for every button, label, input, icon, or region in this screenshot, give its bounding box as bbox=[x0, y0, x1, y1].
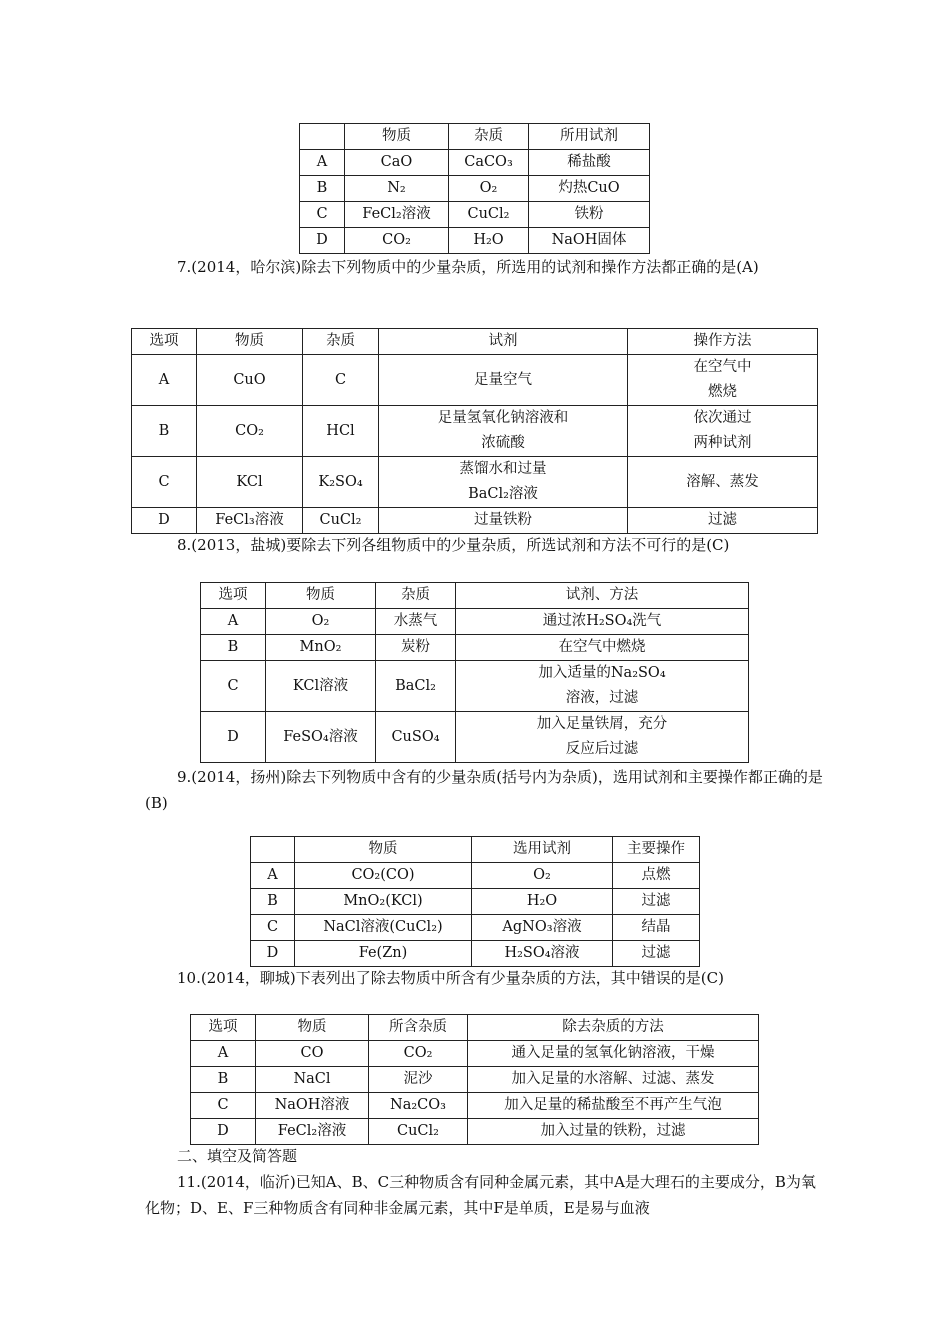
table-cell: 稀盐酸 bbox=[529, 150, 650, 176]
table-cell: CuO bbox=[197, 355, 303, 406]
table-cell: D bbox=[201, 712, 266, 763]
table-q7 bbox=[131, 328, 818, 534]
table-cell bbox=[300, 124, 345, 150]
question-7: 7.(2014，哈尔滨)除去下列物质中的少量杂质，所选用的试剂和操作方法都正确的是(A) bbox=[177, 258, 759, 276]
table-cell: A bbox=[132, 355, 197, 406]
table-cell: MnO₂ bbox=[266, 635, 376, 661]
table-cell: 加入适量的Na₂SO₄溶液，过滤 bbox=[456, 661, 749, 712]
table-row bbox=[251, 837, 700, 863]
table-cell: CO bbox=[256, 1041, 369, 1067]
table-cell: Fe(Zn) bbox=[295, 941, 472, 967]
table-row bbox=[201, 635, 749, 661]
table-cell: 物质 bbox=[197, 329, 303, 355]
table-cell: 选用试剂 bbox=[472, 837, 613, 863]
table-cell: D bbox=[300, 228, 345, 254]
table-cell: NaOH溶液 bbox=[256, 1093, 369, 1119]
table-cell: 加入足量的水溶解、过滤、蒸发 bbox=[468, 1067, 759, 1093]
table-cell: B bbox=[191, 1067, 256, 1093]
table-cell: K₂SO₄ bbox=[303, 457, 379, 508]
table-cell: 物质 bbox=[266, 583, 376, 609]
table-cell: 泥沙 bbox=[369, 1067, 468, 1093]
table-cell: B bbox=[251, 889, 295, 915]
table-row bbox=[201, 583, 749, 609]
table-cell: 操作方法 bbox=[628, 329, 818, 355]
table-cell: 通过浓H₂SO₄洗气 bbox=[456, 609, 749, 635]
table-cell: 选项 bbox=[132, 329, 197, 355]
table-q6 bbox=[299, 123, 650, 254]
table-cell: C bbox=[303, 355, 379, 406]
table-cell: 主要操作 bbox=[613, 837, 700, 863]
table-cell: D bbox=[191, 1119, 256, 1145]
table-cell: 物质 bbox=[295, 837, 472, 863]
table-row bbox=[132, 406, 818, 457]
table-cell: 所含杂质 bbox=[369, 1015, 468, 1041]
table-cell: KCl bbox=[197, 457, 303, 508]
table-row bbox=[201, 661, 749, 712]
table-q9 bbox=[250, 836, 700, 967]
table-cell: 加入足量的稀盐酸至不再产生气泡 bbox=[468, 1093, 759, 1119]
table-cell: NaCl溶液(CuCl₂) bbox=[295, 915, 472, 941]
table-cell: 过滤 bbox=[628, 508, 818, 534]
table-cell: B bbox=[201, 635, 266, 661]
table-cell: 物质 bbox=[345, 124, 449, 150]
table-cell: 所用试剂 bbox=[529, 124, 650, 150]
table-cell: C bbox=[132, 457, 197, 508]
table-cell: C bbox=[300, 202, 345, 228]
table-cell: CO₂(CO) bbox=[295, 863, 472, 889]
table-cell: 依次通过两种试剂 bbox=[628, 406, 818, 457]
table-cell: 足量氢氧化钠溶液和浓硫酸 bbox=[379, 406, 628, 457]
table-row bbox=[132, 355, 818, 406]
table-cell: NaCl bbox=[256, 1067, 369, 1093]
table-cell: CaO bbox=[345, 150, 449, 176]
table-row bbox=[201, 609, 749, 635]
table-row bbox=[300, 202, 650, 228]
table-row bbox=[300, 150, 650, 176]
table-cell: 杂质 bbox=[303, 329, 379, 355]
table-q8 bbox=[200, 582, 749, 763]
question-11: 11.(2014，临沂)已知A、B、C三种物质含有同种金属元素，其中A是大理石的主要成分，B为氧化物；D、E、F三种物质含有同种非金属元素，其中F是单质，E是易与血液 bbox=[145, 1173, 816, 1217]
table-cell: 结晶 bbox=[613, 915, 700, 941]
table-row bbox=[251, 941, 700, 967]
table-cell: 加入过量的铁粉，过滤 bbox=[468, 1119, 759, 1145]
table-row bbox=[191, 1041, 759, 1067]
section-heading: 二、填空及简答题 bbox=[177, 1147, 298, 1165]
table-cell: 足量空气 bbox=[379, 355, 628, 406]
table-cell: FeSO₄溶液 bbox=[266, 712, 376, 763]
question-9: 9.(2014，扬州)除去下列物质中含有的少量杂质(括号内为杂质)，选用试剂和主要操作都正确的是(B) bbox=[145, 768, 823, 812]
table-cell: O₂ bbox=[266, 609, 376, 635]
table-cell: 在空气中燃烧 bbox=[628, 355, 818, 406]
table-cell: 过滤 bbox=[613, 941, 700, 967]
table-cell: H₂O bbox=[472, 889, 613, 915]
table-cell: B bbox=[300, 176, 345, 202]
table-cell: NaOH固体 bbox=[529, 228, 650, 254]
table-cell: D bbox=[251, 941, 295, 967]
table-cell: KCl溶液 bbox=[266, 661, 376, 712]
table-cell: B bbox=[132, 406, 197, 457]
table-cell: A bbox=[191, 1041, 256, 1067]
table-row bbox=[191, 1093, 759, 1119]
table-cell: CO₂ bbox=[345, 228, 449, 254]
table-cell: BaCl₂ bbox=[376, 661, 456, 712]
table-row bbox=[191, 1015, 759, 1041]
table-cell: 过量铁粉 bbox=[379, 508, 628, 534]
table-row bbox=[201, 712, 749, 763]
table-cell: C bbox=[201, 661, 266, 712]
table-cell: 选项 bbox=[201, 583, 266, 609]
table-cell: AgNO₃溶液 bbox=[472, 915, 613, 941]
table-cell: 水蒸气 bbox=[376, 609, 456, 635]
table-row bbox=[132, 329, 818, 355]
table-cell: O₂ bbox=[472, 863, 613, 889]
table-q10 bbox=[190, 1014, 759, 1145]
table-row bbox=[251, 915, 700, 941]
table-row bbox=[191, 1119, 759, 1145]
table-cell: 杂质 bbox=[376, 583, 456, 609]
question-10: 10.(2014，聊城)下表列出了除去物质中所含有少量杂质的方法，其中错误的是(C) bbox=[177, 969, 724, 987]
table-cell: CuCl₂ bbox=[449, 202, 529, 228]
table-cell: H₂O bbox=[449, 228, 529, 254]
table-row bbox=[132, 508, 818, 534]
table-cell bbox=[251, 837, 295, 863]
question-8: 8.(2013，盐城)要除去下列各组物质中的少量杂质，所选试剂和方法不可行的是(C) bbox=[177, 536, 730, 554]
table-cell: CuCl₂ bbox=[369, 1119, 468, 1145]
table-cell: CO₂ bbox=[369, 1041, 468, 1067]
table-cell: 试剂 bbox=[379, 329, 628, 355]
table-row bbox=[251, 863, 700, 889]
table-cell: 除去杂质的方法 bbox=[468, 1015, 759, 1041]
table-cell: 蒸馏水和过量BaCl₂溶液 bbox=[379, 457, 628, 508]
table-cell: 杂质 bbox=[449, 124, 529, 150]
table-cell: CO₂ bbox=[197, 406, 303, 457]
table-cell: A bbox=[201, 609, 266, 635]
table-cell: 灼热CuO bbox=[529, 176, 650, 202]
table-row bbox=[300, 124, 650, 150]
table-cell: H₂SO₄溶液 bbox=[472, 941, 613, 967]
table-cell: FeCl₂溶液 bbox=[256, 1119, 369, 1145]
table-row bbox=[251, 889, 700, 915]
table-cell: 试剂、方法 bbox=[456, 583, 749, 609]
table-cell: N₂ bbox=[345, 176, 449, 202]
table-cell: CuSO₄ bbox=[376, 712, 456, 763]
table-cell: 过滤 bbox=[613, 889, 700, 915]
table-cell: D bbox=[132, 508, 197, 534]
table-cell: 在空气中燃烧 bbox=[456, 635, 749, 661]
table-cell: O₂ bbox=[449, 176, 529, 202]
table-cell: 铁粉 bbox=[529, 202, 650, 228]
table-cell: HCl bbox=[303, 406, 379, 457]
table-row bbox=[300, 228, 650, 254]
table-cell: CaCO₃ bbox=[449, 150, 529, 176]
table-cell: 溶解、蒸发 bbox=[628, 457, 818, 508]
table-cell: 物质 bbox=[256, 1015, 369, 1041]
table-cell: 通入足量的氢氧化钠溶液，干燥 bbox=[468, 1041, 759, 1067]
table-cell: CuCl₂ bbox=[303, 508, 379, 534]
table-row bbox=[132, 457, 818, 508]
table-cell: A bbox=[251, 863, 295, 889]
table-cell: C bbox=[251, 915, 295, 941]
table-row bbox=[300, 176, 650, 202]
table-cell: C bbox=[191, 1093, 256, 1119]
table-cell: 炭粉 bbox=[376, 635, 456, 661]
table-cell: A bbox=[300, 150, 345, 176]
table-cell: Na₂CO₃ bbox=[369, 1093, 468, 1119]
table-cell: 选项 bbox=[191, 1015, 256, 1041]
table-row bbox=[191, 1067, 759, 1093]
table-cell: FeCl₂溶液 bbox=[345, 202, 449, 228]
table-cell: FeCl₃溶液 bbox=[197, 508, 303, 534]
table-cell: MnO₂(KCl) bbox=[295, 889, 472, 915]
table-cell: 加入足量铁屑，充分反应后过滤 bbox=[456, 712, 749, 763]
table-cell: 点燃 bbox=[613, 863, 700, 889]
